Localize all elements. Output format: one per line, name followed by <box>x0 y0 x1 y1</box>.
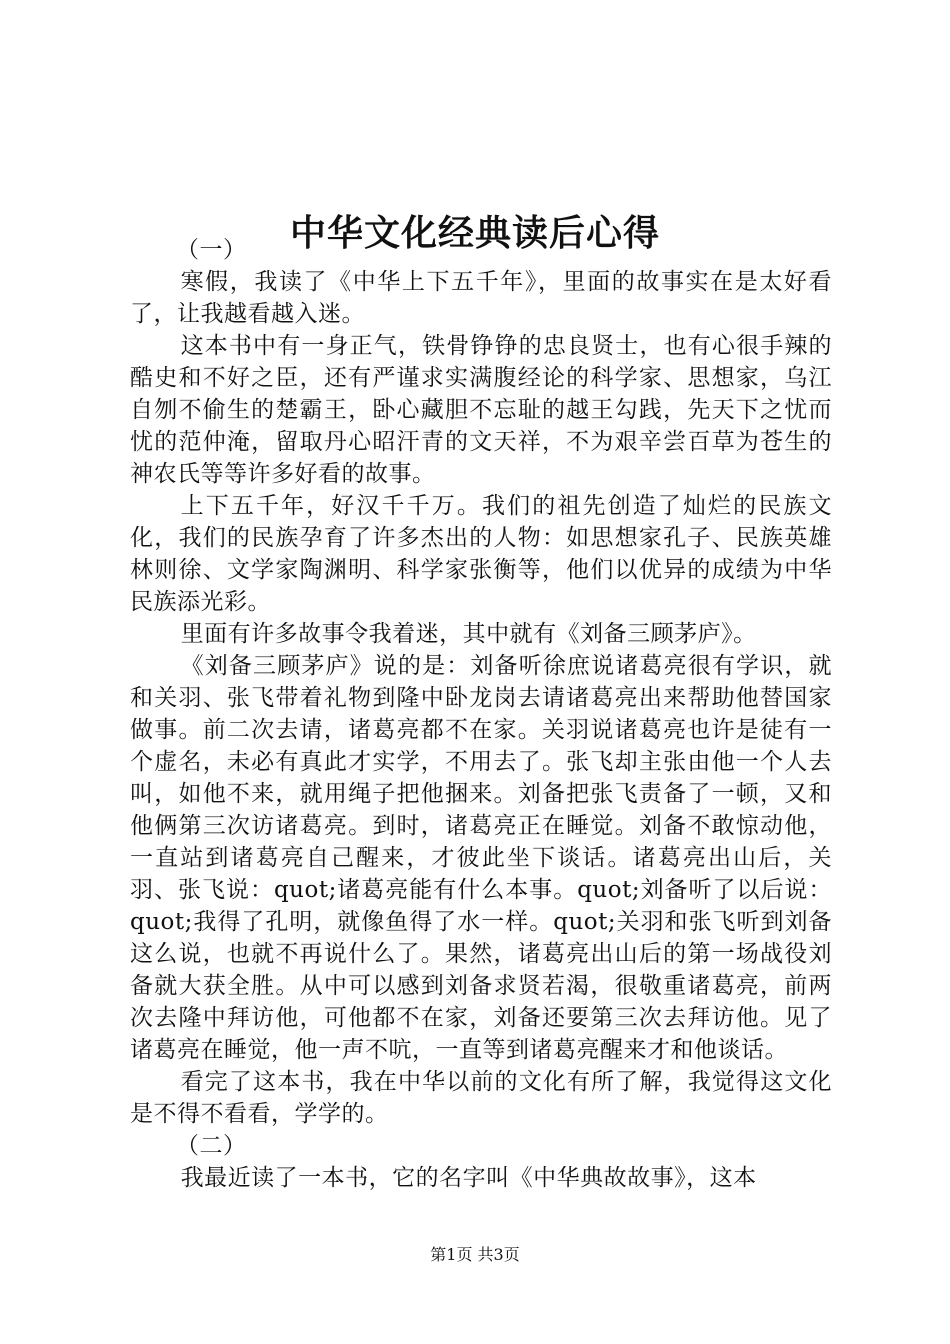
paragraph: 看完了这本书，我在中华以前的文化有所了解，我觉得这文化是不得不看看，学学的。 <box>130 1069 832 1127</box>
page-footer: 第1页 共3页 <box>430 1245 520 1264</box>
section-heading: （二） <box>176 1133 247 1159</box>
paragraph: 我最近读了一本书，它的名字叫《中华典故故事》，这本 <box>180 1165 757 1191</box>
paragraph: 《刘备三顾茅庐》说的是：刘备听徐庶说诸葛亮很有学识，就和关羽、张飞带着礼物到隆中卧龙岗去请诸葛亮出来帮助他替国家做事。前二次去请，诸葛亮都不在家。关羽说诸葛亮也许是徒有一个虚名，未必有真此才实学，不用去了。张飞却主张由他一个人去叫，如他不来，就用绳子把他捆来。刘备把张飞责备了一顿，又和他俩第三次访诸葛亮。到时，诸葛亮正在睡觉。刘备不敢惊动他，一直站到诸葛亮自己醒来，才彼此坐下谈话。诸葛亮出山后，关羽、张飞说：quot;诸葛亮能有什么本事。quot;刘备听了以后说：quot;我得了孔明，就像鱼得了水一样。quot;关羽和张飞听到刘备这么说，也就不再说什么了。果然，诸葛亮出山后的第一场战役刘备就大获全胜。从中可以感到刘备求贤若渴，很敬重诸葛亮，前两次去隆中拜访他，可他都不在家，刘备还要第三次去拜访他。见了诸葛亮在睡觉，他一声不吭，一直等到诸葛亮醒来才和他谈话。 <box>130 653 832 1063</box>
section-heading: （一） <box>176 237 247 263</box>
paragraph: 上下五千年，好汉千千万。我们的祖先创造了灿烂的民族文化，我们的民族孕育了许多杰出的人物：如思想家孔子、民族英雄林则徐、文学家陶渊明、科学家张衡等，他们以优异的成绩为中华民族添光彩。 <box>130 493 832 615</box>
document-title: 中华文化经典读后心得 <box>289 212 660 255</box>
document-body <box>130 234 832 1194</box>
paragraph: 这本书中有一身正气，铁骨铮铮的忠良贤士，也有心很手辣的酷史和不好之臣，还有严谨求实满腹经论的科学家、思想家，乌江自刎不偷生的楚霸王，卧心藏胆不忘耻的越王勾践，先天下之忧而忧的范仲淹，留取丹心昭汗青的文天祥，不为艰辛尝百草为苍生的神农氏等等许多好看的故事。 <box>130 333 832 487</box>
paragraph: 里面有许多故事令我着迷，其中就有《刘备三顾茅庐》。 <box>180 621 757 647</box>
paragraph: 寒假，我读了《中华上下五千年》，里面的故事实在是太好看了，让我越看越入迷。 <box>130 269 832 327</box>
